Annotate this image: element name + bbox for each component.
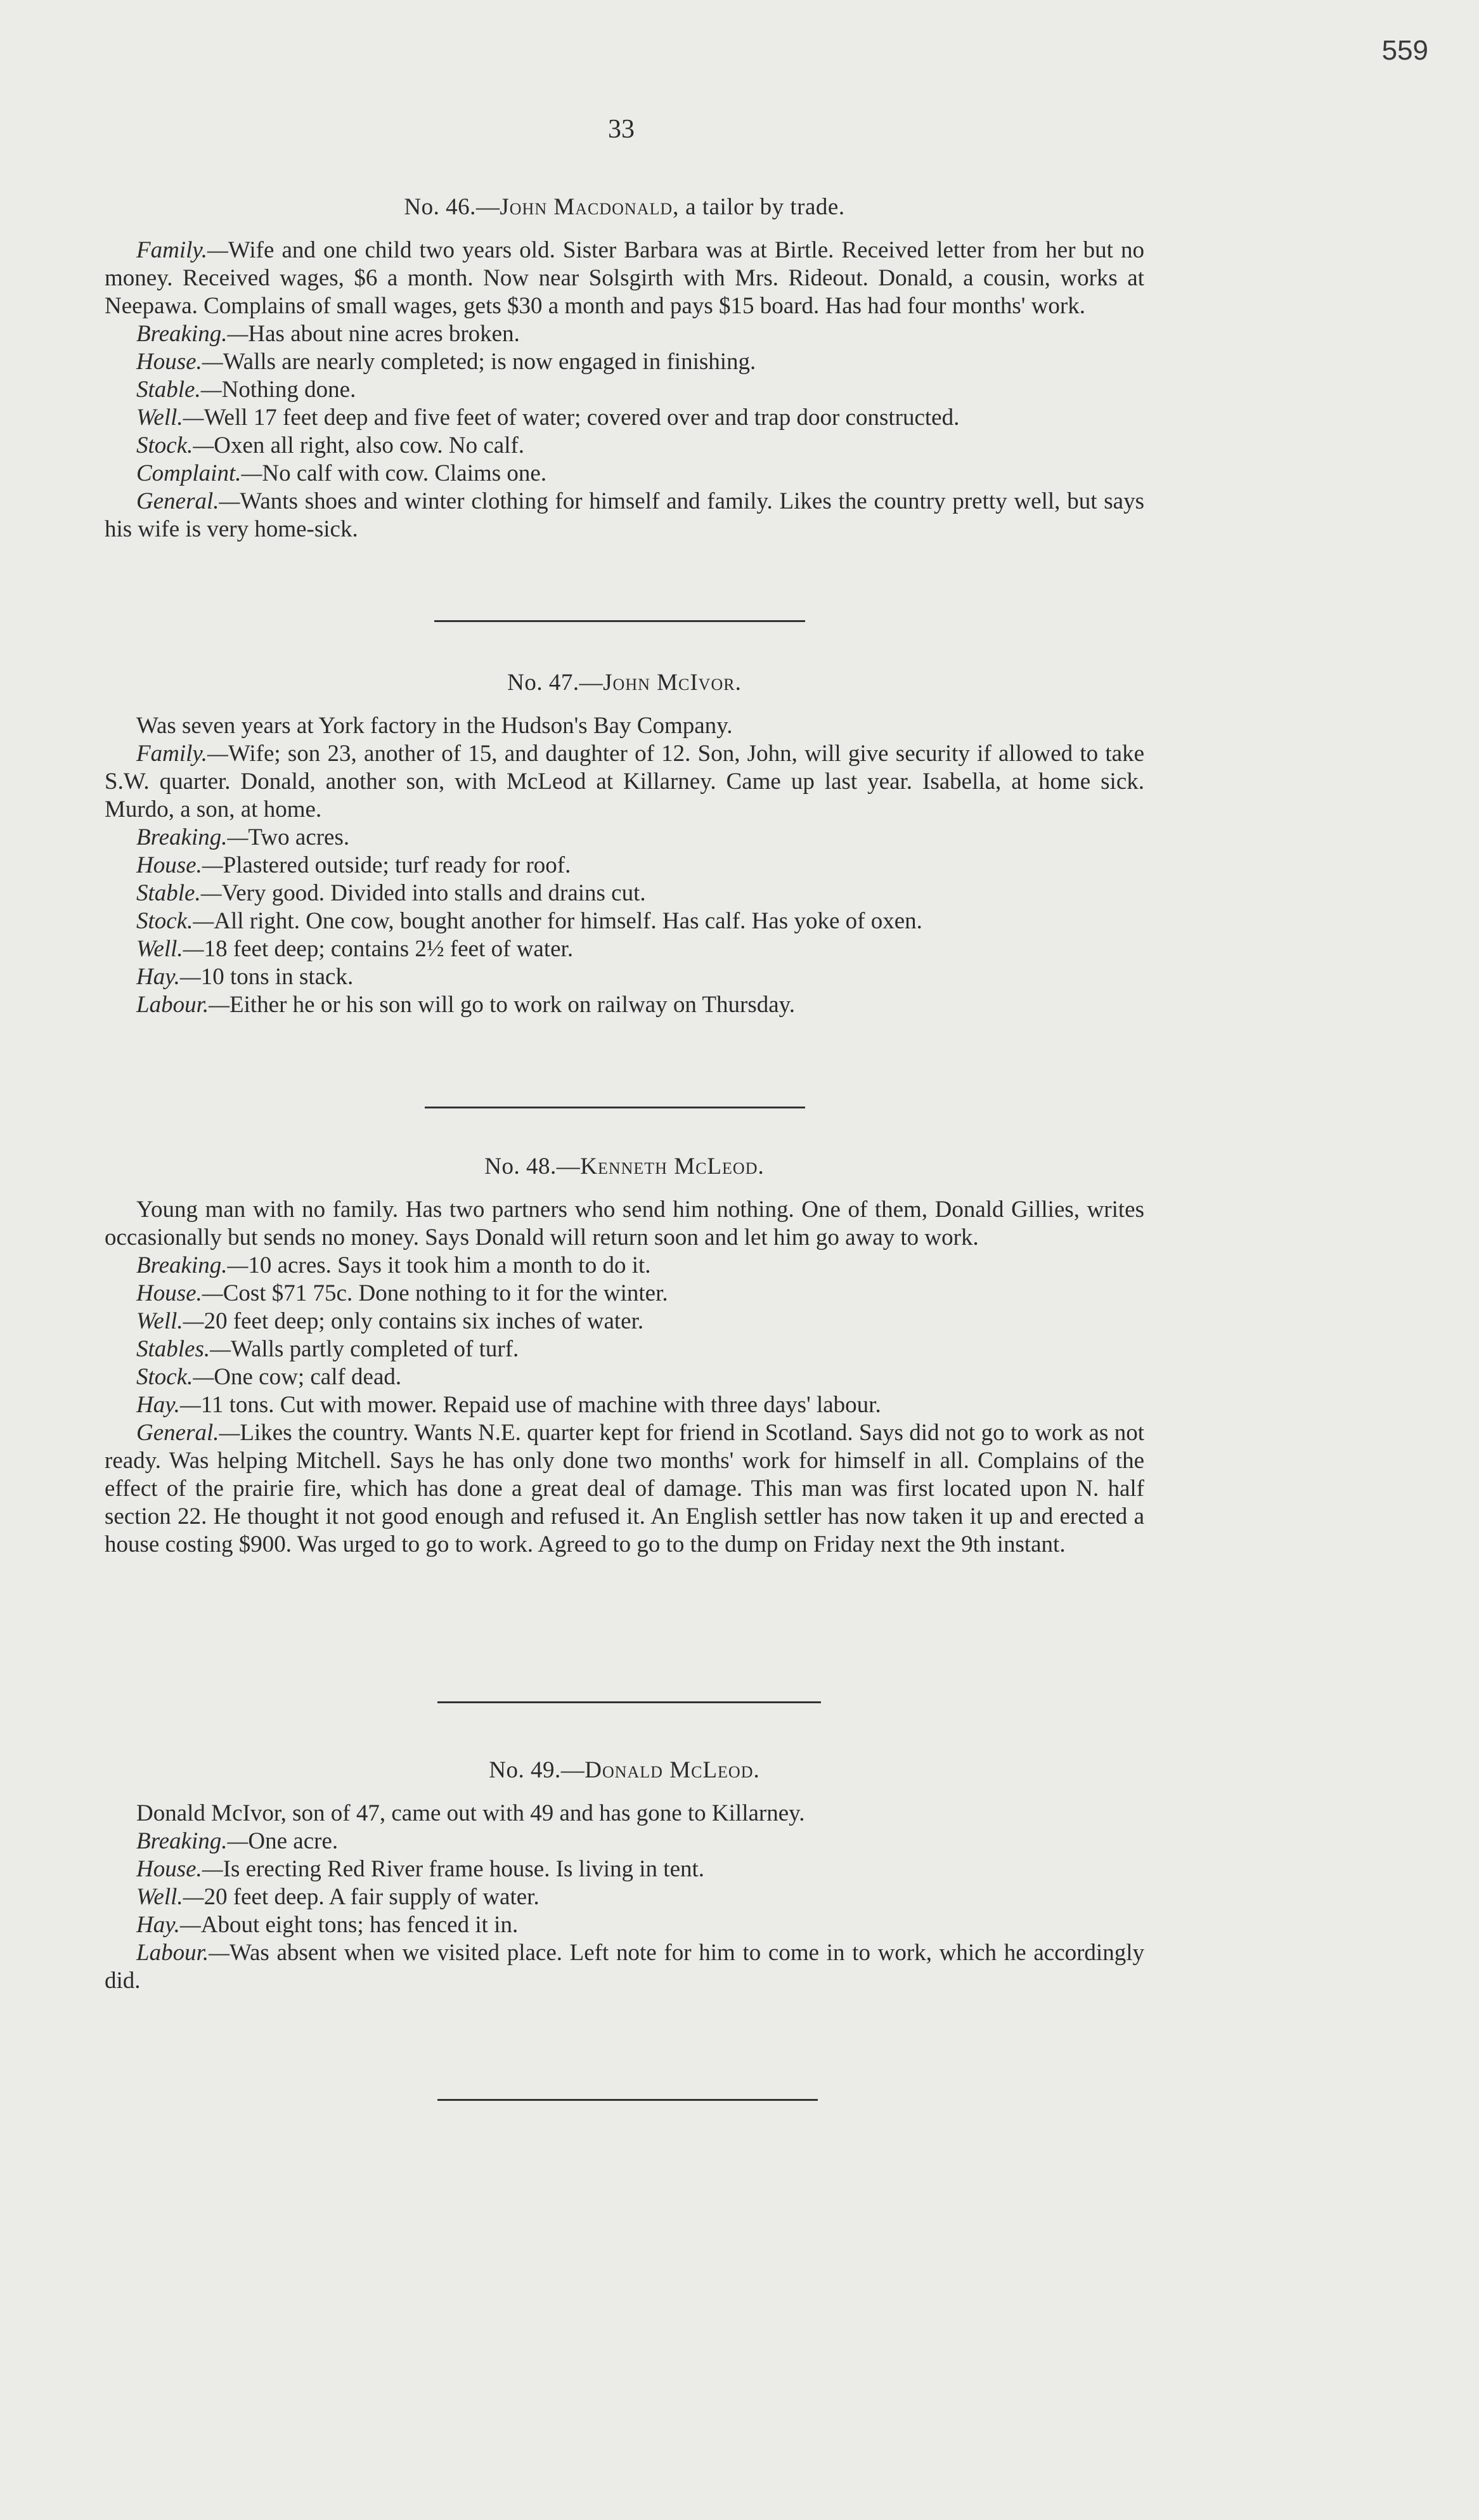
paragraph: Well.—20 feet deep; only contains six inches of water. [136,1308,644,1334]
paragraph: Breaking.—10 acres. Says it took him a month to do it. [136,1252,651,1278]
entry-47 [105,669,1144,1019]
paragraph: Breaking.—Two acres. [136,824,350,850]
paragraph: Stock.—All right. One cow, bought another for himself. Has calf. Has yoke of oxen. [136,908,922,934]
paragraph: Well.—Well 17 feet deep and five feet of water; covered over and trap door constructed. [136,405,960,431]
paragraph: Hay.—10 tons in stack. [136,964,354,990]
paragraph: Stables.—Walls partly completed of turf. [136,1336,519,1362]
section-divider [425,1107,805,1108]
section-divider [437,1701,821,1703]
entry-49 [105,1757,1144,1995]
paragraph: Breaking.—One acre. [136,1828,339,1854]
entry-48 [105,1153,1144,1559]
paragraph: Donald McIvor, son of 47, came out with 49 and has gone to Killarney. [136,1800,805,1826]
paragraph: Breaking.—Has about nine acres broken. [136,321,520,347]
paragraph: Complaint.—No calf with cow. Claims one. [136,460,547,486]
paragraph: Hay.—About eight tons; has fenced it in. [136,1912,519,1938]
entry-heading: No. 49.—Donald McLeod. [489,1757,760,1783]
paragraph: Family.—Wife; son 23, another of 15, and daughter of 12. Son, John, will give security if allowed to take S.W. quarter. Donald, another son, with McLeod at Killarney. Came up last year. Isabella, at home sick. Murdo, a son, at home. [105,741,1144,822]
paragraph: House.—Walls are nearly completed; is now engaged in finishing. [136,349,756,375]
entry-heading: No. 47.—John McIvor. [507,670,742,696]
entry-heading: No. 46.—John Macdonald, a tailor by trade. [404,194,845,220]
paragraph: Labour.—Either he or his son will go to work on railway on Thursday. [136,992,796,1018]
entry-46 [105,193,1144,543]
paragraph: Young man with no family. Has two partners who send him nothing. One of them, Donald Gillies, writes occasionally but sends no money. Says Donald will return soon and let him go away to work. [105,1197,1144,1250]
paragraph: House.—Cost $71 75c. Done nothing to it for the winter. [136,1280,668,1306]
section-divider [434,620,805,622]
paragraph: Hay.—11 tons. Cut with mower. Repaid use of machine with three days' labour. [136,1392,881,1418]
archive-page-number: 559 [1381,35,1428,66]
paragraph: House.—Plastered outside; turf ready for roof. [136,852,571,878]
paragraph: Well.—20 feet deep. A fair supply of water. [136,1884,539,1910]
paragraph: General.—Wants shoes and winter clothing for himself and family. Likes the country pretty well, but says his wife is very home-sick. [105,488,1144,542]
paragraph: Well.—18 feet deep; contains 2½ feet of water. [136,936,574,962]
section-divider [437,2099,818,2101]
paragraph: Stock.—One cow; calf dead. [136,1364,402,1390]
paragraph: Stock.—Oxen all right, also cow. No calf. [136,432,525,458]
entry-heading: No. 48.—Kenneth McLeod. [484,1153,765,1179]
paragraph: Was seven years at York factory in the Hudson's Bay Company. [136,713,733,739]
paragraph: House.—Is erecting Red River frame house. Is living in tent. [136,1856,705,1882]
paragraph: Stable.—Nothing done. [136,377,356,403]
paragraph: Stable.—Very good. Divided into stalls and drains cut. [136,880,646,906]
page-number: 33 [608,115,635,144]
paragraph: General.—Likes the country. Wants N.E. quarter kept for friend in Scotland. Says did not go to work as not ready. Was helping Mitchell. Says he has only done two months' work for himself in all. Complains of the effect of the prairie fire, which has done a great deal of damage. This man was first located upon N. half section 22. He thought it not good enough and refused it. An English settler has now taken it up and erected a house costing $900. Was urged to go to work. Agreed to go to the dump on Friday next the 9th instant. [105,1420,1144,1557]
paragraph: Labour.—Was absent when we visited place. Left note for him to come in to work, which he accordingly did. [105,1940,1144,1994]
paragraph: Family.—Wife and one child two years old. Sister Barbara was at Birtle. Received letter from her but no money. Received wages, $6 a month. Now near Solsgirth with Mrs. Rideout. Donald, a cousin, works at Neepawa. Complains of small wages, gets $30 a month and pays $15 board. Has had four months' work. [105,237,1144,319]
